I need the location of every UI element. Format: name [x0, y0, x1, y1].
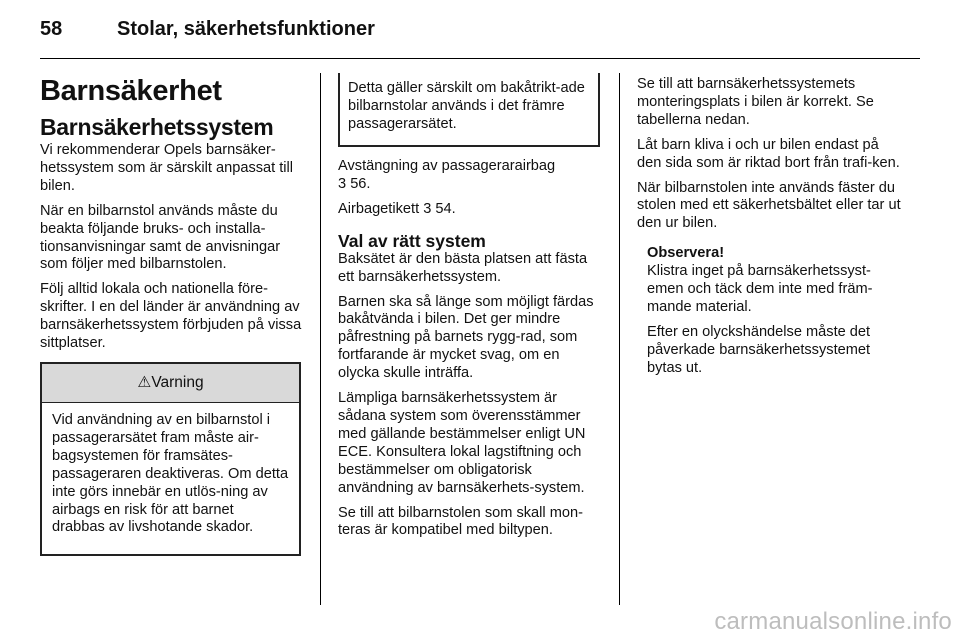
- warning-title: Varning: [151, 374, 204, 391]
- reference-arrow-icon: 3: [423, 200, 432, 217]
- column-divider-2: [619, 73, 620, 605]
- warning-box: [40, 362, 301, 556]
- column-1: [40, 72, 305, 360]
- paragraph: Baksätet är den bästa platsen att fästa ett barnsäkerhetssystem.: [338, 250, 588, 285]
- reference-text: Airbagetikett: [338, 200, 420, 217]
- paragraph: Se till att bilbarnstolen som skall mon-teras är kompatibel med biltypen.: [338, 504, 583, 539]
- page-reference-link[interactable]: [338, 176, 370, 192]
- subsection-heading: Val av rätt system: [338, 230, 486, 251]
- note-title: Observera!: [647, 245, 725, 262]
- paragraph: Klistra inget på barnsäkerhetssyst-emen och täck dem inte med främ-mande material.: [647, 263, 873, 315]
- paragraph: Låt barn kliva i och ur bilen endast på den sida som är riktad bort från trafi-ken.: [637, 136, 900, 171]
- section-heading: Barnsäkerhet: [40, 75, 222, 107]
- reference-arrow-icon: 3: [338, 175, 347, 192]
- paragraph: Se till att barnsäkerhetssystemets monteringsplats i bilen är korrekt. Se tabellerna nedan.: [637, 76, 874, 128]
- observe-note: [637, 245, 905, 377]
- column-divider-1: [320, 73, 321, 605]
- column-3: [637, 76, 905, 385]
- warning-text: Vid användning av en bilbarnstol i passagerarsätet fram måste air-bagsystemen för framsätes-passageraren deaktiveras. Om detta inte görs innebär en utlös-ning av airbags en risk för att barnet drabbas av livshotande skador.: [52, 412, 289, 536]
- column-2: [338, 158, 603, 547]
- cross-reference[interactable]: [338, 201, 603, 219]
- header-divider: [40, 58, 920, 59]
- subsection-heading: Barnsäkerhetssystem: [40, 114, 274, 140]
- paragraph: När bilbarnstolen inte används fäster du stolen med ett säkerhetsbältet eller tar ut den ur bilen.: [637, 179, 901, 232]
- page-header: [40, 14, 920, 54]
- cross-reference[interactable]: [338, 158, 603, 194]
- paragraph: Följ alltid lokala och nationella före-skrifter. I en del länder är användning av barnsäkerhetssystem förbjuden på vissa sittplatser.: [40, 281, 302, 352]
- paragraph: Vi rekommenderar Opels barnsäker-hetssystem som är särskilt anpassat till bilen.: [40, 142, 294, 194]
- reference-page: 56.: [350, 175, 371, 192]
- page-number: 58: [40, 18, 63, 40]
- page-title: Stolar, säkerhetsfunktioner: [117, 18, 375, 40]
- page-reference-link[interactable]: [423, 201, 455, 217]
- watermark: carmanualsonline.info: [714, 608, 952, 635]
- reference-text: Avstängning av passagerarairbag: [338, 158, 556, 174]
- paragraph: Barnen ska så länge som möjligt färdas bakåtvända i bilen. Det ger mindre påfrestning på barnets rygg-rad, som fortfarande är mycket svag, om en olycka skulle inträffa.: [338, 293, 594, 382]
- paragraph: Lämpliga barnsäkerhetssystem är sådana system som överensstämmer med gällande bestämmelser enligt UN ECE. Konsultera lokal lagstiftning och bestämmelser om obligatorisk användning av barnsäkerhets-system.: [338, 390, 586, 496]
- note-box: Detta gäller särskilt om bakåtrikt-ade bilbarnstolar används i det främre passagerarsätet.: [338, 73, 600, 147]
- paragraph: När en bilbarnstol används måste du beakta följande bruks- och installa-tionsanvisningar samt de anvisningar som följer med bilbarnstolen.: [40, 202, 281, 273]
- warning-triangle-icon: ⚠: [137, 374, 152, 391]
- reference-page: 54.: [435, 200, 456, 217]
- paragraph: Efter en olyckshändelse måste det påverkade barnsäkerhetssystemet bytas ut.: [647, 323, 871, 376]
- warning-header: [42, 364, 299, 403]
